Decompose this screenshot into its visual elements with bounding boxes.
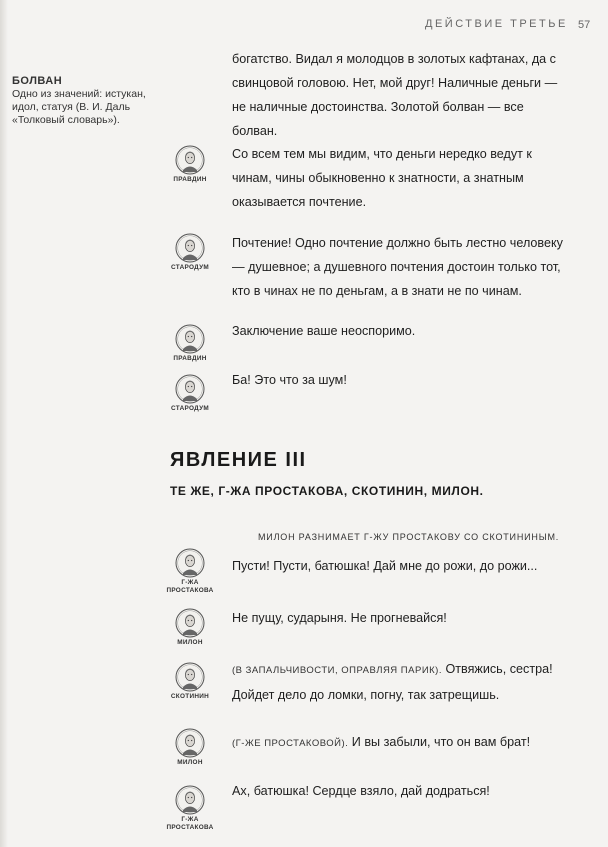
line-text: Почтение! Одно почтение должно быть лестно человеку — душевное; а душевного почтения достоин только тот, кто в чинах не по деньгам, а в знати не по чинам. (232, 236, 563, 298)
line-text: Пусти! Пусти, батюшка! Дай мне до рожи, до рожи... (232, 559, 538, 573)
line-text: Ба! Это что за шум! (232, 373, 347, 387)
scene-title: ЯВЛЕНИЕ III (170, 449, 307, 471)
speaker-name: ПРАВДИН (173, 176, 207, 183)
line-text: Ах, батюшка! Сердце взяло, дай додраться! (232, 784, 490, 798)
line-body: Отвяжись, сестра! Дойдет дело до ломки, погну, так затрещишь. (232, 662, 553, 702)
line-body: И вы забыли, что он вам брат! (351, 735, 531, 749)
speaker-name: МИЛОН (177, 639, 203, 646)
continuation-text: богатство. Видал я молодцов в золотых кафтанах, да с свинцовой головою. Нет, мой друг! Наличные деньги — не наличные достоинства. Золотой болван — все болван. (232, 52, 558, 138)
portrait-medallion-icon (175, 548, 205, 578)
speaker-skotinin (160, 662, 220, 701)
speaker-name: СКОТИНИН (170, 693, 210, 700)
speaker-prostakova (160, 548, 220, 595)
portrait-medallion-icon (175, 324, 205, 354)
speaker-name: СТАРОДУМ (171, 405, 209, 412)
stage-direction: МИЛОН РАЗНИМАЕТ Г-ЖУ ПРОСТАКОВУ СО СКОТИНИНЫМ. (258, 532, 560, 542)
page-number: 57 (578, 19, 591, 31)
speaker-milon (160, 728, 220, 767)
speaker-name: Г-ЖА ПРОСТАКОВА (166, 579, 214, 594)
speaker-name: СТАРОДУМ (171, 264, 209, 271)
portrait-medallion-icon (175, 233, 205, 263)
line-text (232, 730, 572, 756)
stage-remark: (В ЗАПАЛЬЧИВОСТИ, ОПРАВЛЯЯ ПАРИК). (232, 665, 442, 676)
speaker-name: ПРАВДИН (173, 355, 207, 362)
running-header: ДЕЙСТВИЕ ТРЕТЬЕ (425, 18, 568, 30)
gloss-text: Одно из значений: истукан, идол, статуя (В. И. Даль «Толковый словарь»). (12, 88, 146, 126)
speaker-prostakova (160, 785, 220, 832)
speaker-starodum (160, 233, 220, 272)
portrait-medallion-icon (175, 145, 205, 175)
speaker-name: МИЛОН (177, 759, 203, 766)
portrait-medallion-icon (175, 608, 205, 638)
portrait-medallion-icon (175, 785, 205, 815)
page-gutter (0, 0, 8, 847)
stage-remark: (Г-ЖЕ ПРОСТАКОВОЙ). (232, 738, 349, 749)
portrait-medallion-icon (175, 662, 205, 692)
speaker-name: Г-ЖА ПРОСТАКОВА (166, 816, 214, 831)
portrait-medallion-icon (175, 374, 205, 404)
scene-characters: ТЕ ЖЕ, Г-ЖА ПРОСТАКОВА, СКОТИНИН, МИЛОН. (170, 484, 484, 498)
line-text (232, 657, 572, 707)
line-text: Заключение ваше неоспоримо. (232, 324, 416, 338)
margin-gloss (12, 75, 172, 127)
speaker-starodum (160, 374, 220, 413)
portrait-medallion-icon (175, 728, 205, 758)
gloss-term: БОЛВАН (12, 75, 63, 87)
speaker-pravdin (160, 145, 220, 184)
speaker-milon (160, 608, 220, 647)
line-text: Со всем тем мы видим, что деньги нередко ведут к чинам, чины обыкновенно к знатности, а знатным оказывается почтение. (232, 147, 532, 209)
speaker-pravdin (160, 324, 220, 363)
line-text: Не пущу, сударыня. Не прогневайся! (232, 611, 447, 625)
